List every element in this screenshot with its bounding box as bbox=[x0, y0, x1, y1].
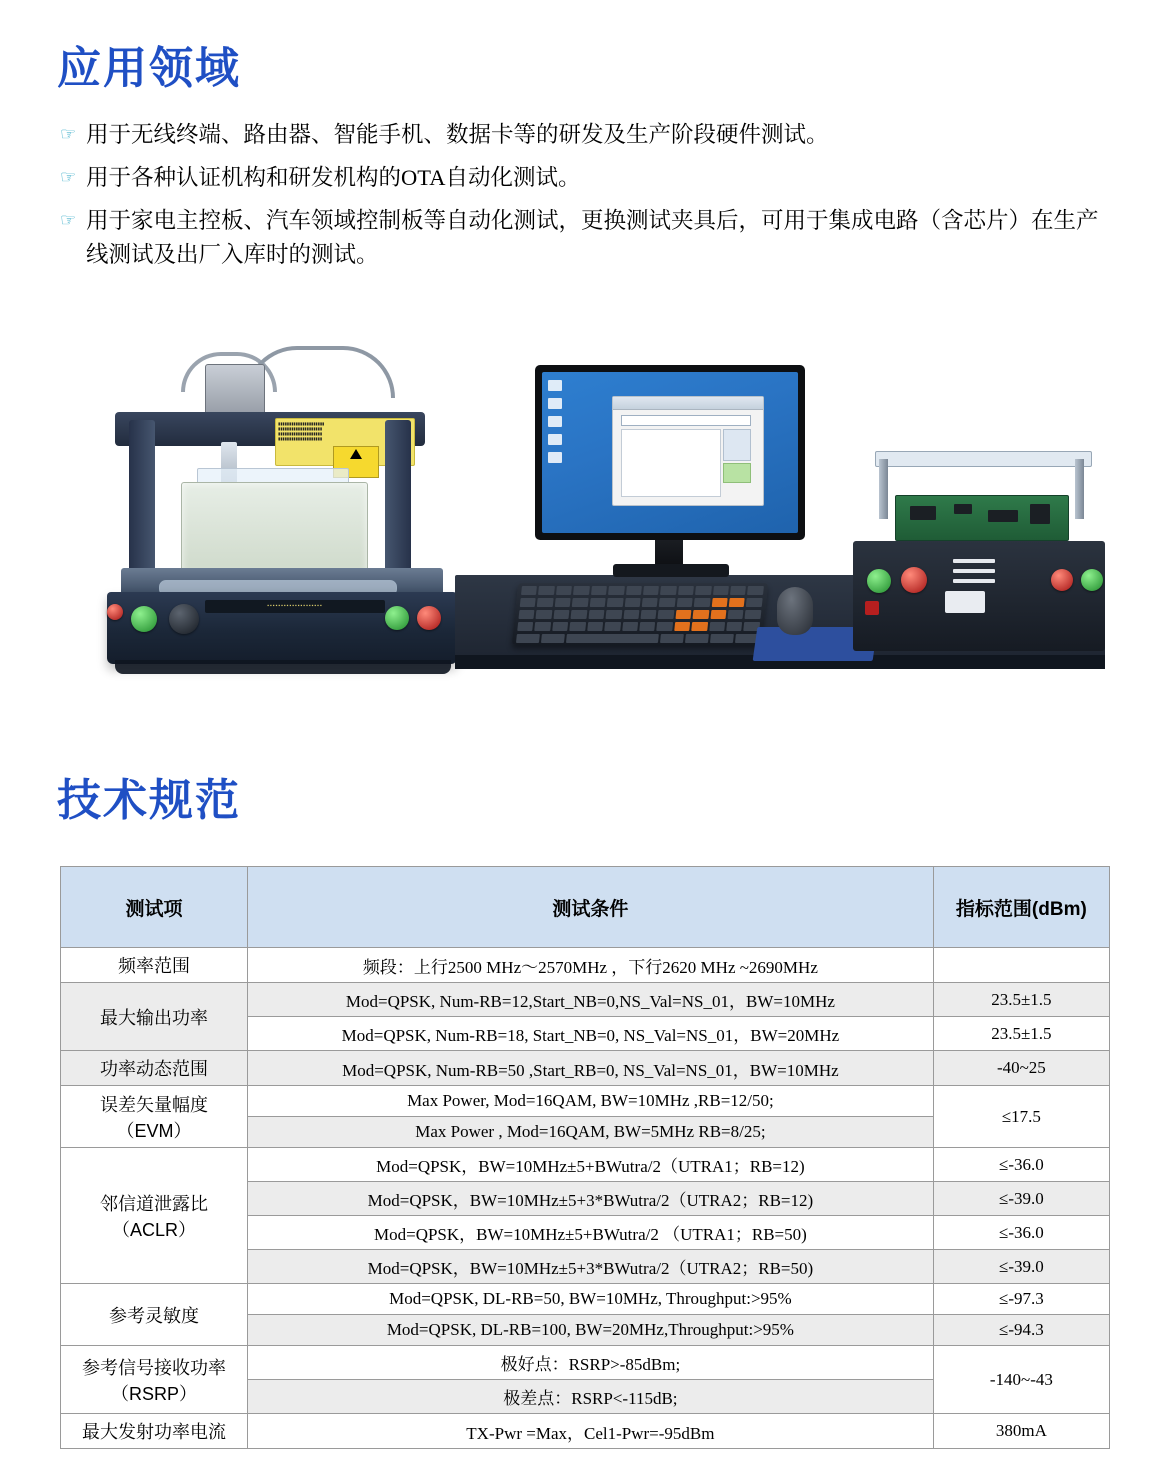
mouse bbox=[777, 587, 813, 635]
machine-frame-right bbox=[385, 420, 411, 575]
table-body bbox=[61, 948, 1110, 1449]
cell-test-condition: Mod=QPSK, Num-RB=12,Start_NB=0,NS_Val=NS_01，BW=10MHz bbox=[248, 983, 934, 1017]
cell-range: ≤-36.0 bbox=[933, 1148, 1109, 1182]
cell-range: ≤-36.0 bbox=[933, 1216, 1109, 1250]
bullet-text: 用于无线终端、路由器、智能手机、数据卡等的研发及生产阶段硬件测试。 bbox=[86, 122, 829, 147]
table-row bbox=[61, 1414, 1110, 1449]
table-header-row bbox=[61, 867, 1110, 948]
monitor-stand-base bbox=[613, 564, 729, 577]
table-row bbox=[61, 983, 1110, 1017]
window-side-panel bbox=[723, 429, 751, 461]
product-photo-strip bbox=[60, 300, 1120, 710]
pcb-board bbox=[895, 495, 1069, 541]
cell-test-condition: 频段：上行2500 MHz～2570MHz ，下行2620 MHz ~2690MHz bbox=[248, 948, 934, 983]
list-item bbox=[60, 161, 1120, 195]
column-header-test-item: 测试项 bbox=[61, 867, 248, 948]
cell-test-item bbox=[61, 1346, 248, 1414]
cell-test-condition: Mod=QPSK, DL-RB=100, BW=20MHz,Throughput:>95% bbox=[248, 1315, 934, 1346]
window-content-area bbox=[621, 429, 721, 497]
test-fixture-tray bbox=[181, 482, 368, 574]
cell-test-condition: Mod=QPSK, DL-RB=50, BW=10MHz, Throughput:>95% bbox=[248, 1284, 934, 1315]
cell-test-item-line2: （RSRP） bbox=[111, 1383, 198, 1404]
cell-test-item-line1: 参考信号接收功率 bbox=[82, 1357, 227, 1378]
table-row bbox=[61, 1148, 1110, 1182]
table-header bbox=[61, 867, 1110, 948]
technical-specification-table bbox=[60, 866, 1110, 1449]
test-bench-with-monitor-photo bbox=[455, 355, 1105, 700]
table-row bbox=[61, 1086, 1110, 1117]
window-title-bar bbox=[613, 397, 763, 410]
machine-label-sticker: ▮▮▮▮▮▮▮▮▮▮▮▮▮▮▮▮▮▮▮▮▮ ▮▮▮▮▮▮▮▮▮▮▮▮▮▮▮▮▮▮▮▮ ▮▮▮▮▮▮▮▮▮▮▮▮▮▮▮▮▮▮▮▮ ▮▮▮▮▮▮▮▮▮▮▮▮▮▮▮▮▮▮▮▮ bbox=[275, 418, 415, 466]
cell-test-condition: Mod=QPSK, Num-RB=18, Start_NB=0, NS_Val=NS_01，BW=20MHz bbox=[248, 1017, 934, 1051]
keyboard bbox=[512, 583, 769, 645]
emergency-stop-button-icon bbox=[901, 567, 927, 593]
machine-post-left bbox=[879, 459, 888, 519]
table-row bbox=[61, 1284, 1110, 1315]
machine-front-text-strip: ▪▪▪▪▪▪▪▪▪▪▪▪▪▪▪▪▪▪▪▪ bbox=[205, 600, 385, 613]
window-status-panel bbox=[723, 463, 751, 483]
monitor bbox=[535, 365, 805, 540]
machine-frame-left bbox=[129, 420, 155, 575]
start-button-icon bbox=[131, 606, 157, 632]
machine-top-plate bbox=[875, 451, 1092, 467]
cell-range: 23.5±1.5 bbox=[933, 983, 1109, 1017]
cell-test-condition: Mod=QPSK，BW=10MHz±5+BWutra/2（UTRA1；RB=12) bbox=[248, 1148, 934, 1182]
application-window bbox=[612, 396, 764, 506]
cell-test-item: 频率范围 bbox=[61, 948, 248, 983]
cell-range: -140~-43 bbox=[933, 1346, 1109, 1414]
start-button-icon bbox=[1081, 569, 1103, 591]
desktop-icon bbox=[548, 416, 562, 427]
selector-knob-icon bbox=[169, 604, 199, 634]
cell-test-condition: 极差点：RSRP<-115dB; bbox=[248, 1380, 934, 1414]
column-header-test-condition: 测试条件 bbox=[248, 867, 934, 948]
stop-button-icon bbox=[417, 606, 441, 630]
cell-range: ≤17.5 bbox=[933, 1086, 1109, 1148]
cell-range: 23.5±1.5 bbox=[933, 1017, 1109, 1051]
table-row bbox=[61, 948, 1110, 983]
cell-range: 380mA bbox=[933, 1414, 1109, 1449]
cell-test-item: 参考灵敏度 bbox=[61, 1284, 248, 1346]
cell-test-item: 最大发射功率电流 bbox=[61, 1414, 248, 1449]
cell-test-item-line1: 邻信道泄露比 bbox=[100, 1193, 209, 1214]
desktop-icon bbox=[548, 380, 562, 391]
application-bullet-list bbox=[60, 118, 1120, 281]
cell-test-condition: Mod=QPSK，BW=10MHz±5+BWutra/2 （UTRA1；RB=50) bbox=[248, 1216, 934, 1250]
monitor-stand-neck bbox=[655, 540, 683, 566]
stop-button-icon bbox=[1051, 569, 1073, 591]
cell-range: ≤-39.0 bbox=[933, 1250, 1109, 1284]
cell-range: -40~25 bbox=[933, 1051, 1109, 1086]
cell-test-condition: Mod=QPSK，BW=10MHz±5+3*BWutra/2（UTRA2；RB=12) bbox=[248, 1182, 934, 1216]
cell-test-item bbox=[61, 1086, 248, 1148]
indicator-light-icon bbox=[865, 601, 879, 615]
cell-test-item: 最大输出功率 bbox=[61, 983, 248, 1051]
monitor-screen bbox=[542, 372, 798, 533]
section-title-specs: 技术规范 bbox=[57, 776, 241, 825]
list-item bbox=[60, 204, 1120, 272]
cell-range bbox=[933, 948, 1109, 983]
cell-test-item-line1: 误差矢量幅度 bbox=[100, 1094, 209, 1115]
cell-test-item bbox=[61, 1148, 248, 1284]
cell-test-item-line2: （EVM） bbox=[116, 1120, 192, 1141]
table-row bbox=[61, 1051, 1110, 1086]
pointing-hand-icon: ☞ bbox=[60, 167, 77, 187]
cell-test-item-line2: （ACLR） bbox=[112, 1219, 197, 1240]
pointing-hand-icon: ☞ bbox=[60, 210, 77, 230]
emergency-button-icon bbox=[107, 604, 123, 620]
cell-test-condition: Mod=QPSK，BW=10MHz±5+3*BWutra/2（UTRA2；RB=50) bbox=[248, 1250, 934, 1284]
cell-test-condition: Max Power, Mod=16QAM, BW=10MHz ,RB=12/50; bbox=[248, 1086, 934, 1117]
bullet-text: 用于家电主控板、汽车领域控制板等自动化测试，更换测试夹具后，可用于集成电路（含芯片）在生产线测试及出厂入库时的测试。 bbox=[86, 208, 1099, 267]
cell-test-item: 功率动态范围 bbox=[61, 1051, 248, 1086]
desktop-icon bbox=[548, 452, 562, 463]
cable-tube bbox=[245, 346, 395, 398]
start-button-icon bbox=[385, 606, 409, 630]
machine-post-right bbox=[1075, 459, 1084, 519]
cell-range: ≤-97.3 bbox=[933, 1284, 1109, 1315]
cell-test-condition: Mod=QPSK, Num-RB=50 ,Start_RB=0, NS_Val=NS_01，BW=10MHz bbox=[248, 1051, 934, 1086]
desktop-icon bbox=[548, 398, 562, 409]
cell-range: ≤-94.3 bbox=[933, 1315, 1109, 1346]
window-input-field bbox=[621, 415, 751, 426]
cell-test-condition: 极好点：RSRP>-85dBm; bbox=[248, 1346, 934, 1380]
cell-test-condition: Max Power , Mod=16QAM, BW=5MHz RB=8/25; bbox=[248, 1117, 934, 1148]
cell-range: ≤-39.0 bbox=[933, 1182, 1109, 1216]
cell-test-condition: TX-Pwr =Max，Cel1-Pwr=-95dBm bbox=[248, 1414, 934, 1449]
desktop-icon bbox=[548, 434, 562, 445]
start-button-icon bbox=[867, 569, 891, 593]
list-item bbox=[60, 118, 1120, 152]
test-fixture-machine-photo bbox=[85, 342, 475, 692]
table-row bbox=[61, 1346, 1110, 1380]
bullet-text: 用于各种认证机构和研发机构的OTA自动化测试。 bbox=[86, 165, 581, 190]
section-title-application: 应用领域 bbox=[57, 44, 241, 93]
label-card bbox=[945, 591, 985, 613]
column-header-range: 指标范围(dBm) bbox=[933, 867, 1109, 948]
pointing-hand-icon: ☞ bbox=[60, 124, 77, 144]
machine-base-shadow bbox=[115, 660, 451, 674]
